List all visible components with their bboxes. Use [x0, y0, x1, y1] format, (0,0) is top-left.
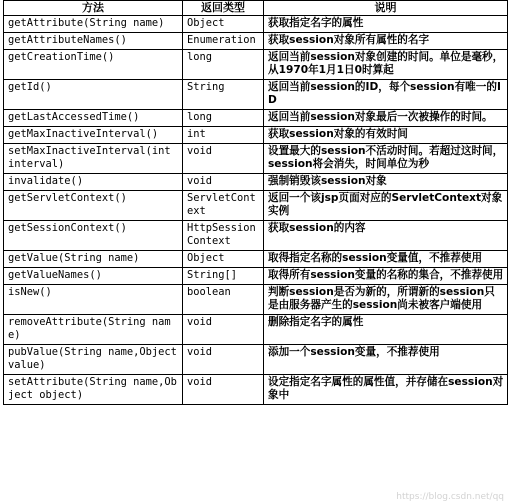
return-type-cell: void	[183, 375, 264, 405]
table-header-row	[4, 1, 508, 16]
return-type-cell: void	[183, 174, 264, 191]
description-cell: 取得所有session变量的名称的集合，不推荐使用	[264, 268, 508, 285]
description-cell: 返回当前session对象创建的时间。单位是毫秒，从1970年1月1日0时算起	[264, 50, 508, 80]
table-row	[4, 174, 508, 191]
return-type-cell: HttpSessionContext	[183, 221, 264, 251]
return-type-cell: Object	[183, 16, 264, 33]
return-type-cell: void	[183, 315, 264, 345]
table-row	[4, 315, 508, 345]
method-cell: invalidate()	[4, 174, 183, 191]
table-row	[4, 144, 508, 174]
description-cell: 判断session是否为新的，所谓新的session只是由服务器产生的session尚未被客户端使用	[264, 285, 508, 315]
header-return-type: 返回类型	[183, 1, 264, 16]
description-cell: 获取session的内容	[264, 221, 508, 251]
table-row	[4, 285, 508, 315]
method-cell: getSessionContext()	[4, 221, 183, 251]
return-type-cell: int	[183, 127, 264, 144]
watermark: https://blog.csdn.net/qq	[396, 492, 504, 502]
description-cell: 添加一个session变量，不推荐使用	[264, 345, 508, 375]
table-row	[4, 191, 508, 221]
description-cell: 返回当前session对象最后一次被操作的时间。	[264, 110, 508, 127]
header-method: 方法	[4, 1, 183, 16]
description-cell: 设定指定名字属性的属性值，并存储在session对象中	[264, 375, 508, 405]
return-type-cell: long	[183, 50, 264, 80]
table-row	[4, 127, 508, 144]
table-row	[4, 268, 508, 285]
return-type-cell: Object	[183, 251, 264, 268]
description-cell: 获取session对象所有属性的名字	[264, 33, 508, 50]
method-cell: pubValue(String name,Object value)	[4, 345, 183, 375]
table-row	[4, 251, 508, 268]
return-type-cell: boolean	[183, 285, 264, 315]
return-type-cell: Enumeration	[183, 33, 264, 50]
method-cell: getMaxInactiveInterval()	[4, 127, 183, 144]
method-cell: getAttribute(String name)	[4, 16, 183, 33]
session-methods-table	[3, 0, 508, 405]
method-cell: isNew()	[4, 285, 183, 315]
method-cell: getAttributeNames()	[4, 33, 183, 50]
method-cell: setMaxInactiveInterval(int interval)	[4, 144, 183, 174]
description-cell: 强制销毁该session对象	[264, 174, 508, 191]
return-type-cell: void	[183, 345, 264, 375]
method-cell: removeAttribute(String name)	[4, 315, 183, 345]
table-row	[4, 221, 508, 251]
return-type-cell: long	[183, 110, 264, 127]
table-row	[4, 80, 508, 110]
return-type-cell: String[]	[183, 268, 264, 285]
method-cell: getLastAccessedTime()	[4, 110, 183, 127]
method-cell: getValueNames()	[4, 268, 183, 285]
description-cell: 取得指定名称的session变量值，不推荐使用	[264, 251, 508, 268]
table-row	[4, 375, 508, 405]
description-cell: 返回当前session的ID，每个session有唯一的ID	[264, 80, 508, 110]
method-cell: setAttribute(String name,Object object)	[4, 375, 183, 405]
return-type-cell: ServletContext	[183, 191, 264, 221]
table-row	[4, 110, 508, 127]
header-description: 说明	[264, 1, 508, 16]
table-row	[4, 345, 508, 375]
method-cell: getId()	[4, 80, 183, 110]
table-row	[4, 50, 508, 80]
table-row	[4, 16, 508, 33]
method-cell: getServletContext()	[4, 191, 183, 221]
return-type-cell: void	[183, 144, 264, 174]
table-row	[4, 33, 508, 50]
return-type-cell: String	[183, 80, 264, 110]
description-cell: 获取指定名字的属性	[264, 16, 508, 33]
description-cell: 删除指定名字的属性	[264, 315, 508, 345]
description-cell: 获取session对象的有效时间	[264, 127, 508, 144]
description-cell: 返回一个该jsp页面对应的ServletContext对象实例	[264, 191, 508, 221]
method-cell: getValue(String name)	[4, 251, 183, 268]
method-cell: getCreationTime()	[4, 50, 183, 80]
description-cell: 设置最大的session不活动时间。若超过这时间，session将会消失，时间单位为秒	[264, 144, 508, 174]
